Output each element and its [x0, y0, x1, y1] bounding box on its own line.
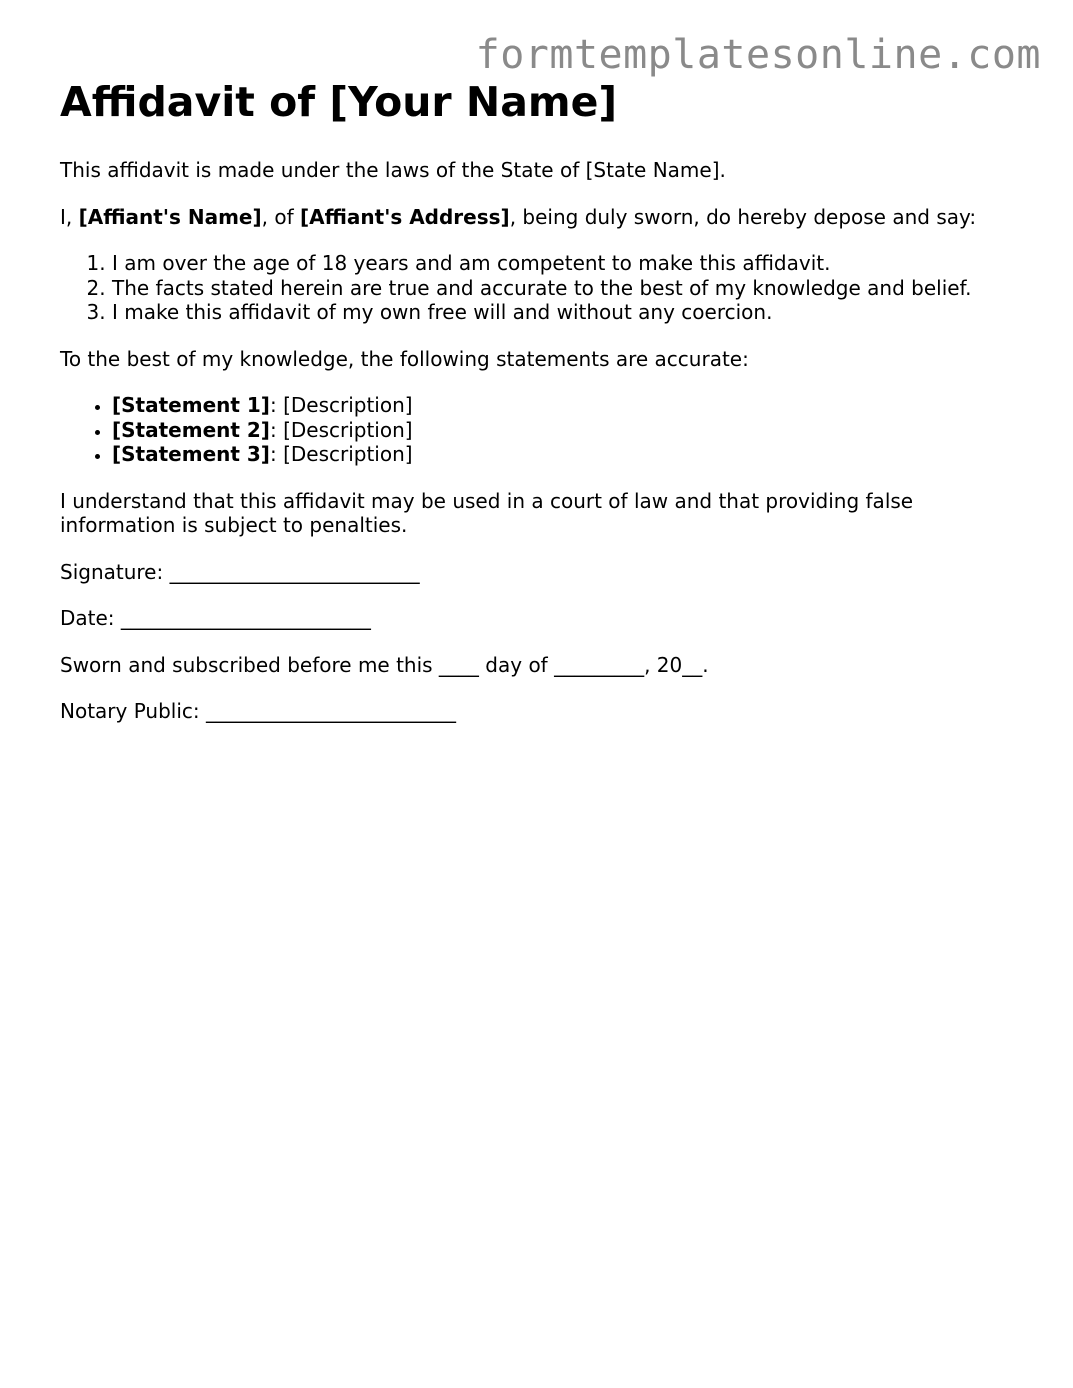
oath-paragraph [60, 205, 990, 230]
statement-item [112, 442, 990, 467]
statement-label: [Statement 1] [112, 393, 270, 417]
list-item: 2. The facts stated herein are true and accurate to the best of my knowledge and belief. [112, 276, 990, 301]
statement-description: [Description] [283, 393, 413, 417]
acknowledgment-paragraph: I understand that this affidavit may be used in a court of law and that providing false information is subject to penalties. [60, 488, 914, 537]
oath-suffix: , being duly sworn, do hereby depose and say: [509, 204, 977, 229]
statement-label: [Statement 2] [112, 417, 270, 442]
oath-middle: , of [261, 204, 300, 229]
intro-paragraph: This affidavit is made under the laws of the State of [State Name]. [60, 158, 726, 182]
statement-description: [Description] [283, 417, 413, 442]
statements-intro: To the best of my knowledge, the following statements are accurate: [60, 346, 749, 371]
document-body [60, 76, 990, 746]
statement-label: [Statement 3] [112, 442, 270, 466]
sworn-line: Sworn and subscribed before me this ____ day of _________, 20__. [60, 652, 709, 677]
list-item: 3. I make this affidavit of my own free will and without any coercion. [112, 300, 990, 325]
statements-list [60, 393, 990, 467]
statement-item [112, 393, 990, 418]
statement-separator: : [269, 417, 284, 442]
statement-description: [Description] [283, 442, 413, 466]
watermark: formtemplatesonline.com [475, 32, 1041, 78]
date-line: Date: _________________________ [60, 606, 371, 630]
numbered-list [60, 251, 990, 325]
signature-line: Signature: _________________________ [60, 559, 420, 584]
notary-line: Notary Public: _________________________ [60, 699, 456, 723]
statement-item [112, 418, 990, 443]
affiant-name: [Affiant's Name] [78, 204, 262, 229]
document-title: Affidavit of [Your Name] [60, 78, 618, 126]
list-item: 1. I am over the age of 18 years and am competent to make this affidavit. [112, 251, 990, 276]
statement-separator: : [269, 393, 284, 417]
oath-prefix: I, [60, 204, 79, 229]
affiant-address: [Affiant's Address] [299, 204, 510, 229]
statement-separator: : [269, 442, 284, 466]
